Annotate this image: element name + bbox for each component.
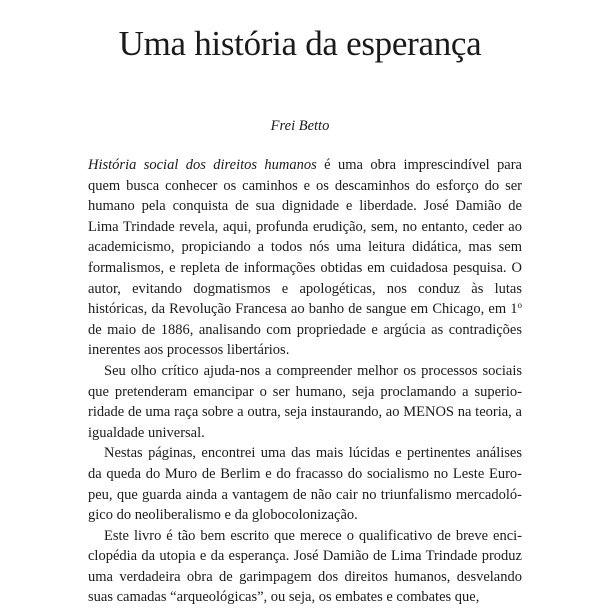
paragraph-1 <box>88 155 522 361</box>
paragraph-1-text-end: de maio de 1886, analisando com propriedade e argúcia as contradições inerentes aos processos libertários. <box>88 321 522 359</box>
paragraph-4: Este livro é tão bem escrito que merece o qualificativo de breve enciclopédia da utopia e da esperança. José Damião de Lima Trindade produz uma verdadeira obra de garimpagem dos direitos humanos, desvelando suas camadas “arqueológicas”, ou seja, os embates e combates que, <box>88 527 522 606</box>
author-name: Frei Betto <box>270 118 330 134</box>
book-title-italic: História social dos direitos humanos <box>88 157 317 173</box>
paragraph-3: Nestas páginas, encontrei uma das mais lúcidas e pertinentes análises da queda do Muro de Berlim e do fracasso do socialismo no Leste Europeu, que guarda ainda a vantagem de não cair no triunfalismo mercadológico do neoliberalismo e da globocolonização. <box>88 445 522 524</box>
chapter-title: Uma história da esperança <box>118 24 482 63</box>
paragraph-1-text: é uma obra imprescindível para quem busca conhecer os caminhos e os descaminhos do esforço do ser humano pela conquista de sua dignidade e liberdade. José Damião de Lima Trindade revela, aqui, profunda erudição, sem, no entanto, ceder ao academicismo, propiciando a todos nós uma leitura didática, mas sem formalismos, e repleta de informações obtidas em cuidadosa pesquisa. O autor, evitando dogmatismos e apologéticas, nos conduz às lutas históricas, da Revolução Francesa ao banho de sangue em Chicago, em 1 <box>88 157 522 318</box>
ordinal-superscript: o <box>517 300 522 311</box>
body-text <box>88 155 522 608</box>
paragraph-2: Seu olho crítico ajuda-nos a compreender melhor os processos sociais que pretenderam emancipar o ser humano, seja proclamando a superioridade de uma raça sobre a outra, seja instaurando, ao MENOS na teoria, a igualdade universal. <box>88 362 522 441</box>
